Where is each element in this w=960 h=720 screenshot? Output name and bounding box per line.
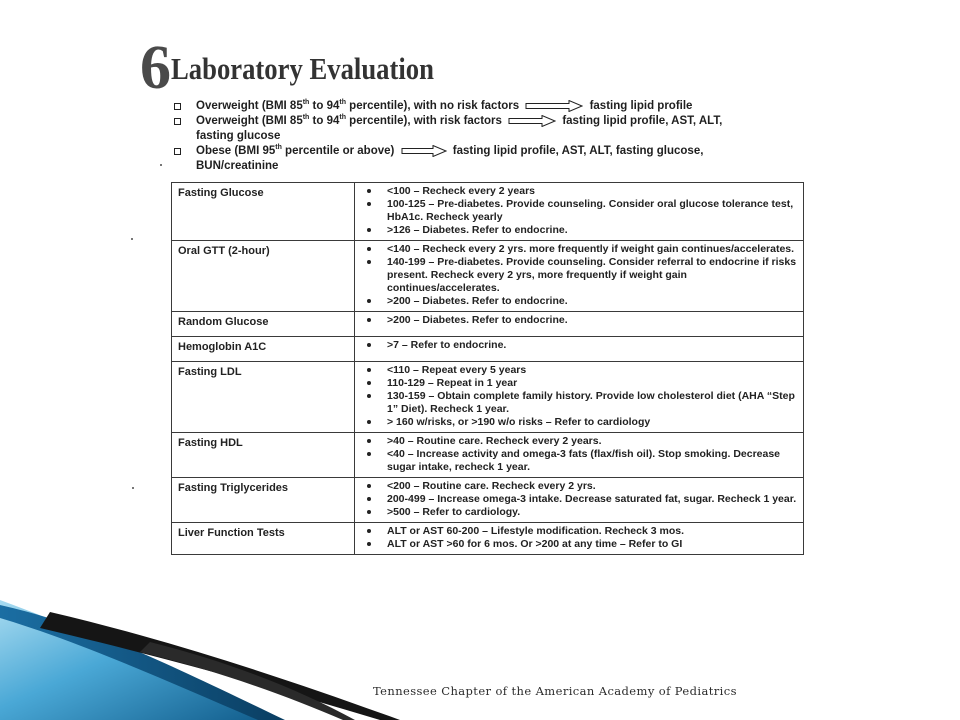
- test-guidance: [355, 337, 804, 362]
- scan-dot: [132, 487, 134, 489]
- test-name: Fasting Triglycerides: [172, 478, 355, 523]
- slide-number: 6: [140, 34, 169, 102]
- test-guidance: [355, 433, 804, 478]
- bullet-text: to 94: [309, 115, 340, 127]
- checkbox-bullet-icon: [174, 103, 181, 110]
- bullet-text: percentile), with no risk factors: [345, 100, 520, 112]
- superscript: th: [339, 99, 346, 107]
- bullet-text: percentile or above): [281, 145, 395, 157]
- test-guidance: [355, 362, 804, 433]
- list-item: 100-125 – Pre-diabetes. Provide counseling. Consider oral glucose tolerance test, HbA1c. Recheck yearly: [387, 198, 799, 224]
- test-name: Fasting LDL: [172, 362, 355, 433]
- scan-dot: [160, 164, 162, 166]
- list-item: 140-199 – Pre-diabetes. Provide counseling. Consider referral to endocrine if risks present. Recheck every 2 yrs, more frequently if weight gain continues/accelerates.: [387, 256, 799, 295]
- scan-dot: [131, 238, 133, 240]
- list-item: >40 – Routine care. Recheck every 2 years.: [387, 435, 799, 448]
- list-item: >200 – Diabetes. Refer to endocrine.: [387, 295, 799, 308]
- list-item: >500 – Refer to cardiology.: [387, 506, 799, 519]
- bullet-result-continued: fasting glucose: [196, 130, 281, 142]
- list-item: 110-129 – Repeat in 1 year: [387, 377, 799, 390]
- list-item: <100 – Recheck every 2 years: [387, 185, 799, 198]
- test-guidance: [355, 241, 804, 312]
- arrow-right-icon: [401, 145, 447, 157]
- arrow-right-icon: [508, 115, 556, 127]
- list-item: <40 – Increase activity and omega-3 fats (flax/fish oil). Stop smoking. Decrease sugar intake, recheck 1 year.: [387, 448, 799, 474]
- table-row: [172, 362, 804, 433]
- list-item: > 160 w/risks, or >190 w/o risks – Refer to cardiology: [387, 416, 799, 429]
- list-item: <110 – Repeat every 5 years: [387, 364, 799, 377]
- list-item: >126 – Diabetes. Refer to endocrine.: [387, 224, 799, 237]
- bullet-text: Obese (BMI 95: [196, 145, 276, 157]
- test-guidance: [355, 183, 804, 241]
- bullet-result-continued: BUN/creatinine: [196, 160, 279, 172]
- list-item: <140 – Recheck every 2 yrs. more frequently if weight gain continues/accelerates.: [387, 243, 799, 256]
- screening-bullet-list: [172, 99, 772, 174]
- checkbox-bullet-icon: [174, 148, 181, 155]
- test-name: Fasting Glucose: [172, 183, 355, 241]
- bullet-overweight-no-risk: [172, 99, 772, 114]
- superscript: th: [302, 114, 310, 122]
- list-item: ALT or AST 60-200 – Lifestyle modification. Recheck 3 mos.: [387, 525, 799, 538]
- list-item: 130-159 – Obtain complete family history. Provide low cholesterol diet (AHA “Step 1” Diet). Recheck 1 year.: [387, 390, 799, 416]
- test-name: Random Glucose: [172, 312, 355, 337]
- bullet-result: fasting lipid profile, AST, ALT, fasting glucose,: [452, 145, 704, 157]
- list-item: 200-499 – Increase omega-3 intake. Decrease saturated fat, sugar. Recheck 1 year.: [387, 493, 799, 506]
- test-name: Oral GTT (2-hour): [172, 241, 355, 312]
- checkbox-bullet-icon: [174, 118, 181, 125]
- bullet-obese: [172, 144, 772, 174]
- test-guidance: [355, 478, 804, 523]
- table-row: [172, 478, 804, 523]
- test-guidance: [355, 523, 804, 555]
- test-guidance: [355, 312, 804, 337]
- test-name: Fasting HDL: [172, 433, 355, 478]
- footer-text: Tennessee Chapter of the American Academy of Pediatrics: [373, 684, 737, 698]
- test-name: Liver Function Tests: [172, 523, 355, 555]
- slide-title: [140, 34, 477, 102]
- list-item: <200 – Routine care. Recheck every 2 yrs.: [387, 480, 799, 493]
- table-row: [172, 183, 804, 241]
- bullet-result: fasting lipid profile: [589, 100, 693, 112]
- table-row: [172, 433, 804, 478]
- superscript: th: [302, 99, 310, 107]
- list-item: >200 – Diabetes. Refer to endocrine.: [387, 314, 799, 327]
- bullet-overweight-with-risk: [172, 114, 772, 144]
- bullet-text: percentile), with risk factors: [345, 115, 502, 127]
- test-name: Hemoglobin A1C: [172, 337, 355, 362]
- table-row: [172, 312, 804, 337]
- list-item: >7 – Refer to endocrine.: [387, 339, 799, 352]
- lab-evaluation-table: [171, 182, 804, 555]
- superscript: th: [275, 144, 282, 152]
- bullet-result: fasting lipid profile, AST, ALT,: [562, 115, 723, 127]
- table-row: [172, 241, 804, 312]
- bullet-text: to 94: [309, 100, 340, 112]
- arrow-right-icon: [525, 100, 583, 112]
- slide-title-text: Laboratory Evaluation: [171, 51, 434, 86]
- table-row: [172, 337, 804, 362]
- bullet-text: Overweight (BMI 85: [196, 115, 303, 127]
- bullet-text: Overweight (BMI 85: [196, 100, 303, 112]
- list-item: ALT or AST >60 for 6 mos. Or >200 at any time – Refer to GI: [387, 538, 799, 551]
- table-row: [172, 523, 804, 555]
- superscript: th: [339, 114, 346, 122]
